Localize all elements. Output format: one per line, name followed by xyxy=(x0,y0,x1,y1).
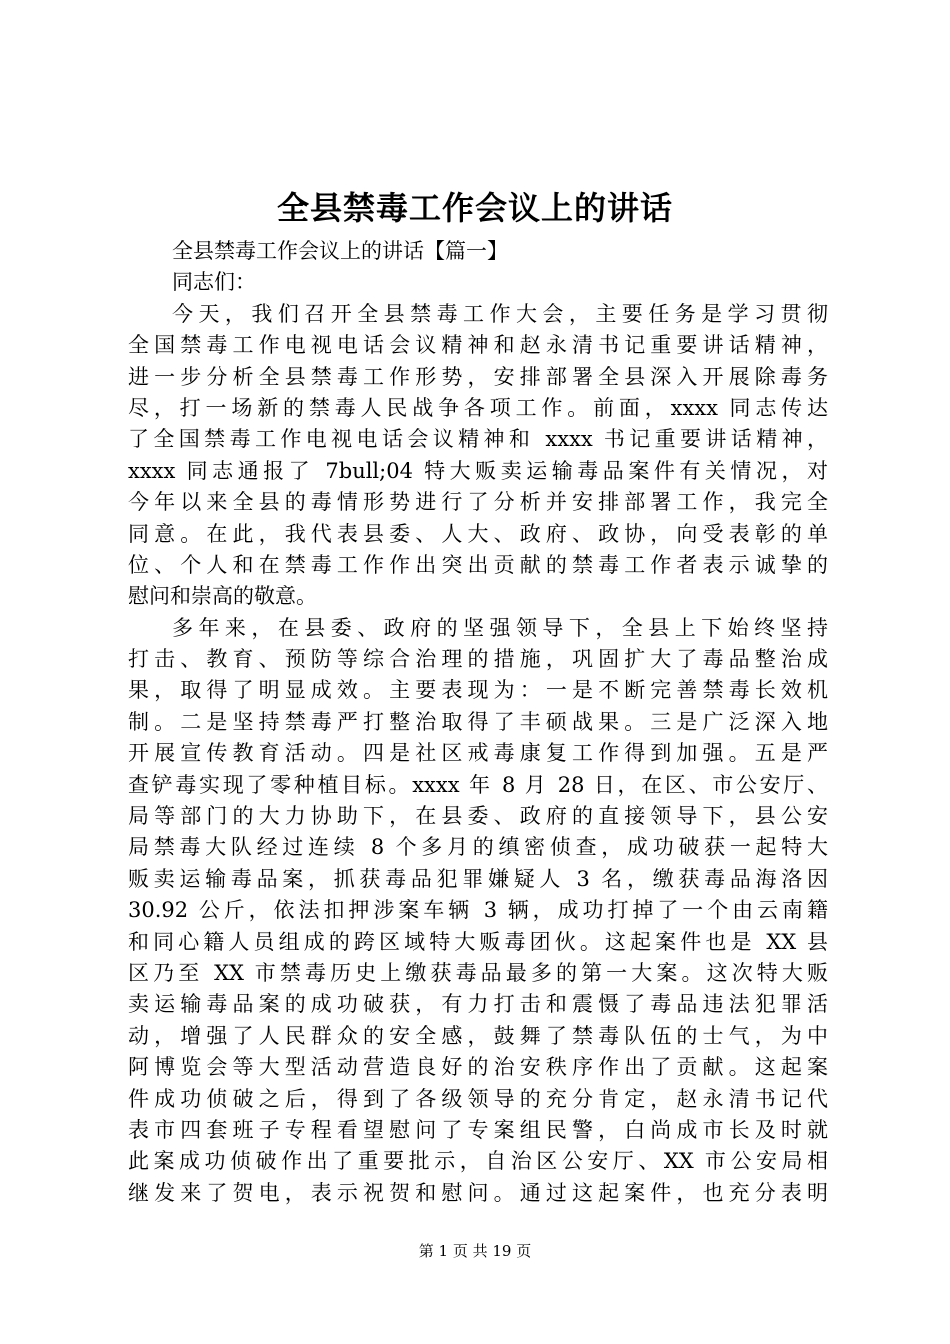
paragraph-line: 慰问和崇高的敬意。 xyxy=(128,584,317,609)
paragraph-line: 贩卖运输毒品案，抓获毒品犯罪嫌疑人 3 名，缴获毒品海洛因 xyxy=(128,866,828,891)
paragraph-1 xyxy=(128,299,828,613)
paragraph-line: 开展宣传教育活动。四是社区戒毒康复工作得到加强。五是严 xyxy=(128,741,828,766)
paragraph-line: 制。二是坚持禁毒严打整治取得了丰硕战果。三是广泛深入地 xyxy=(128,709,828,734)
paragraph-line: 30.92 公斤，依法扣押涉案车辆 3 辆，成功打掉了一个由云南籍 xyxy=(128,898,828,923)
document-subtitle: 全县禁毒工作会议上的讲话【篇一】 xyxy=(172,239,508,263)
paragraph-line: 件成功侦破之后，得到了各级领导的充分肯定，赵永清书记代 xyxy=(128,1086,828,1111)
paragraph-2 xyxy=(128,613,828,1209)
paragraph-line: 和同心籍人员组成的跨区域特大贩毒团伙。这起案件也是 XX 县 xyxy=(128,929,828,954)
paragraph-line: 进一步分析全县禁毒工作形势，安排部署全县深入开展除毒务 xyxy=(128,364,828,389)
paragraph-line: 尽，打一场新的禁毒人民战争各项工作。前面，xxxx 同志传达 xyxy=(128,395,828,420)
paragraph-line: 打击、教育、预防等综合治理的措施，巩固扩大了毒品整治成 xyxy=(128,647,828,672)
document-title: 全县禁毒工作会议上的讲话 xyxy=(276,189,673,227)
paragraph-line: 动，增强了人民群众的安全感，鼓舞了禁毒队伍的士气，为中 xyxy=(128,1023,828,1048)
paragraph-line: 今年以来全县的毒情形势进行了分析并安排部署工作，我完全 xyxy=(128,490,828,515)
paragraph-line: 查铲毒实现了零种植目标。xxxx 年 8 月 28 日，在区、市公安厅、 xyxy=(128,772,828,797)
paragraph-line: 了全国禁毒工作电视电话会议精神和 xxxx 书记重要讲话精神， xyxy=(128,427,828,452)
paragraph-line: 多年来，在县委、政府的坚强领导下，全县上下始终坚持 xyxy=(172,615,828,640)
paragraph-line: 此案成功侦破作出了重要批示，自治区公安厅、XX 市公安局相 xyxy=(128,1149,828,1174)
paragraph-line: 表市四套班子专程看望慰问了专案组民警，白尚成市长及时就 xyxy=(128,1117,828,1142)
paragraph-line: 局等部门的大力协助下，在县委、政府的直接领导下，县公安 xyxy=(128,804,828,829)
paragraph-line: 位、个人和在禁毒工作作出突出贡献的禁毒工作者表示诚挚的 xyxy=(128,552,828,577)
salutation: 同志们： xyxy=(172,270,256,295)
paragraph-line: 同意。在此，我代表县委、人大、政府、政协，向受表彰的单 xyxy=(128,521,828,546)
paragraph-line: xxxx 同志通报了 7bull;04 特大贩卖运输毒品案件有关情况，对 xyxy=(128,458,828,483)
paragraph-line: 今天，我们召开全县禁毒工作大会，主要任务是学习贯彻 xyxy=(172,301,828,326)
paragraph-line: 区乃至 XX 市禁毒历史上缴获毒品最多的第一大案。这次特大贩 xyxy=(128,960,828,985)
document-body xyxy=(128,236,828,1209)
paragraph-line: 阿博览会等大型活动营造良好的治安秩序作出了贡献。这起案 xyxy=(128,1055,828,1080)
paragraph-line: 卖运输毒品案的成功破获，有力打击和震慑了毒品违法犯罪活 xyxy=(128,992,828,1017)
paragraph-line: 全国禁毒工作电视电话会议精神和赵永清书记重要讲话精神， xyxy=(128,333,828,358)
paragraph-line: 继发来了贺电，表示祝贺和慰问。通过这起案件，也充分表明 xyxy=(128,1180,828,1205)
paragraph-line: 局禁毒大队经过连续 8 个多月的缜密侦查，成功破获一起特大 xyxy=(128,835,828,860)
page-number-footer: 第 1 页 共 19 页 xyxy=(418,1242,532,1260)
paragraph-line: 果，取得了明显成效。主要表现为：一是不断完善禁毒长效机 xyxy=(128,678,828,703)
